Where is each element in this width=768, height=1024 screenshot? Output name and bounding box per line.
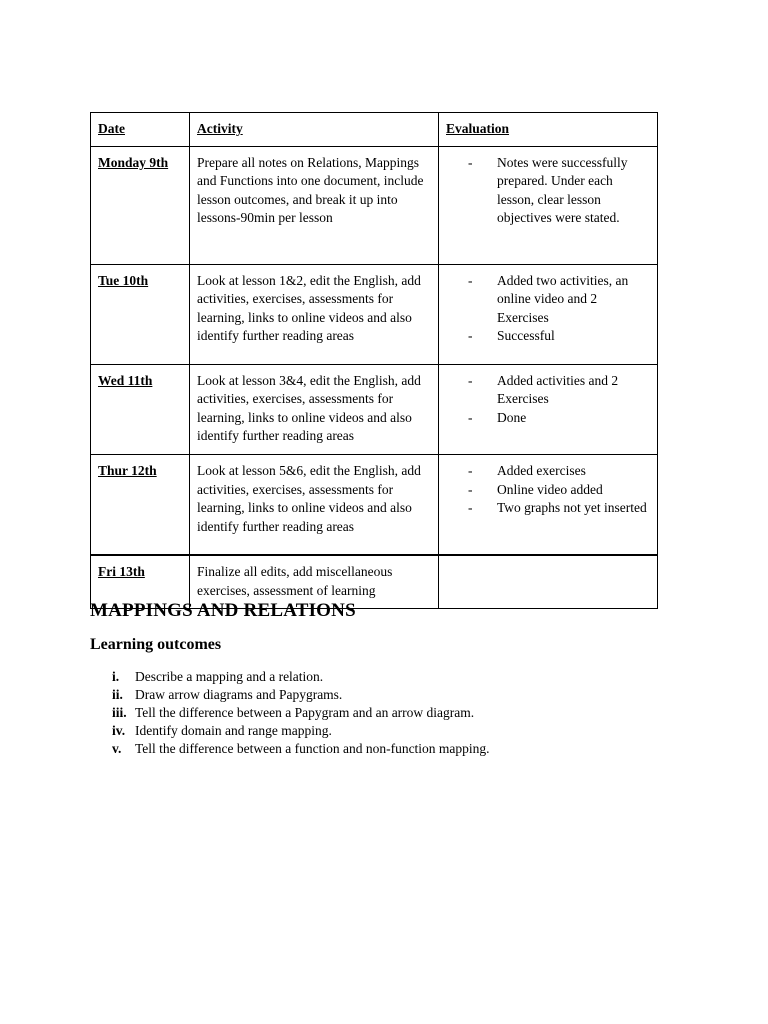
list-item — [90, 704, 490, 722]
schedule-table — [90, 112, 658, 609]
evaluation-item: - Added activities and 2 Exercises — [468, 372, 650, 409]
list-number: iii. — [112, 705, 127, 720]
evaluation-item: - Notes were successfully prepared. Under each lesson, clear lesson objectives were stated. — [468, 154, 650, 228]
table-row — [91, 146, 658, 264]
evaluation-list — [446, 462, 650, 518]
evaluation-list — [446, 154, 650, 228]
list-item — [90, 722, 490, 740]
evaluation-cell — [439, 264, 658, 364]
list-item — [90, 668, 490, 686]
learning-outcomes-heading: Learning outcomes — [90, 636, 222, 653]
list-item-text: Tell the difference between a Papygram and an arrow diagram. — [135, 705, 475, 720]
evaluation-item: - Online video added — [468, 481, 650, 500]
evaluation-item: - Added exercises — [468, 462, 650, 481]
header-date: Date — [91, 113, 190, 147]
evaluation-item: - Successful — [468, 327, 650, 346]
date-cell: Fri 13th — [91, 555, 190, 609]
activity-cell: Look at lesson 1&2, edit the English, add activities, exercises, assessments for learning, links to online videos and also identify further reading areas — [190, 264, 439, 364]
activity-cell: Look at lesson 5&6, edit the English, add activities, exercises, assessments for learning, links to online videos and also identify further reading areas — [190, 454, 439, 555]
list-item-text: Tell the difference between a function and non-function mapping. — [135, 741, 490, 756]
evaluation-list — [446, 372, 650, 428]
section-title: MAPPINGS AND RELATIONS — [90, 600, 356, 621]
evaluation-cell — [439, 364, 658, 454]
date-cell: Thur 12th — [91, 454, 190, 555]
list-item — [90, 740, 490, 758]
table-row — [91, 454, 658, 555]
list-number: iv. — [112, 723, 126, 738]
learning-outcomes-list — [90, 668, 490, 758]
list-number: i. — [112, 669, 120, 684]
table-row — [91, 264, 658, 364]
list-number: v. — [112, 741, 122, 756]
list-item-text: Identify domain and range mapping. — [135, 723, 332, 738]
evaluation-item: - Two graphs not yet inserted — [468, 499, 650, 518]
list-item-text: Draw arrow diagrams and Papygrams. — [135, 687, 343, 702]
list-item-text: Describe a mapping and a relation. — [135, 669, 324, 684]
header-evaluation: Evaluation — [439, 113, 658, 147]
evaluation-item: - Done — [468, 409, 650, 428]
evaluation-cell — [439, 454, 658, 555]
evaluation-cell — [439, 555, 658, 609]
date-cell: Wed 11th — [91, 364, 190, 454]
table-row — [91, 364, 658, 454]
evaluation-item: - Added two activities, an online video and 2 Exercises — [468, 272, 650, 328]
table-header-row — [91, 113, 658, 147]
activity-cell: Look at lesson 3&4, edit the English, add activities, exercises, assessments for learning, links to online videos and also identify further reading areas — [190, 364, 439, 454]
evaluation-list — [446, 272, 650, 346]
activity-cell: Prepare all notes on Relations, Mappings and Functions into one document, include lesson outcomes, and break it up into lessons-90min per lesson — [190, 146, 439, 264]
date-cell: Tue 10th — [91, 264, 190, 364]
list-number: ii. — [112, 687, 123, 702]
date-cell: Monday 9th — [91, 146, 190, 264]
list-item — [90, 686, 490, 704]
evaluation-cell — [439, 146, 658, 264]
header-activity: Activity — [190, 113, 439, 147]
activity-cell: Finalize all edits, add miscellaneous exercises, assessment of learning — [190, 555, 439, 609]
